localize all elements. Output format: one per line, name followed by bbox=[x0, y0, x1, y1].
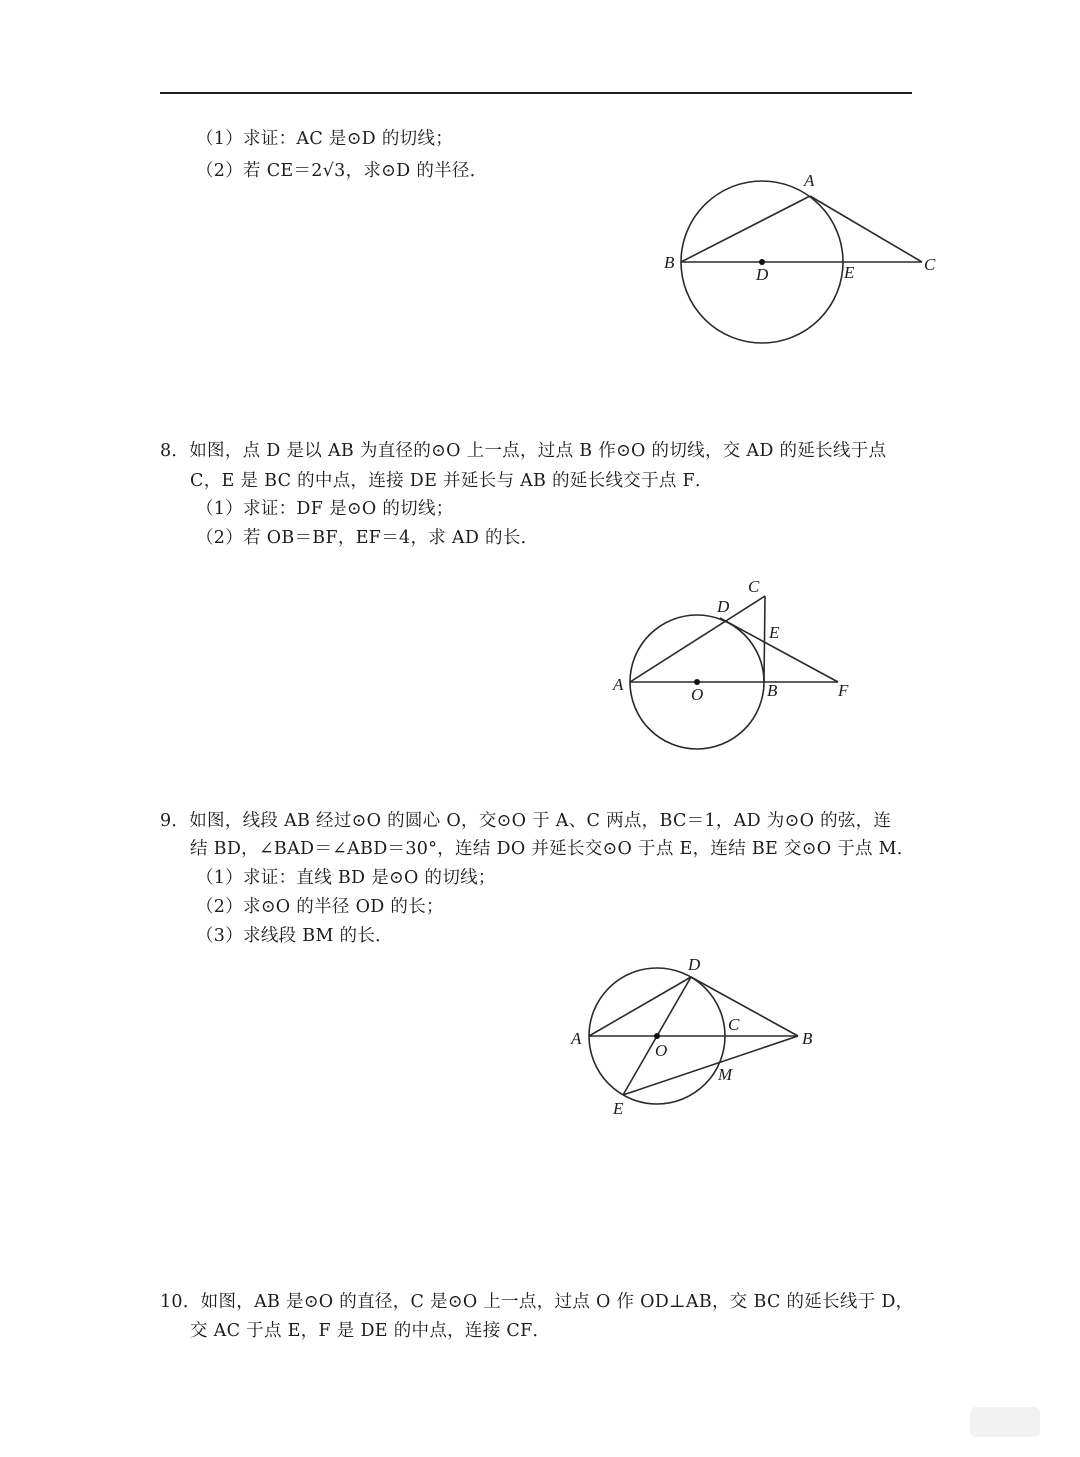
q7-label-d: D bbox=[756, 265, 769, 284]
q9-part3: （3）求线段 BM 的长． bbox=[196, 926, 393, 946]
q8-label-b: B bbox=[767, 681, 778, 700]
q9-label-b: B bbox=[802, 1029, 813, 1048]
q9-label-e: E bbox=[613, 1099, 624, 1118]
corner-watermark bbox=[970, 1407, 1040, 1437]
q7-label-e: E bbox=[844, 263, 855, 282]
q8-stem-line2: C，E 是 BC 的中点，连接 DE 并延长与 AB 的延长线交于点 F． bbox=[190, 471, 713, 491]
q9-figure bbox=[560, 950, 840, 1125]
q7-part2: （2）若 CE＝2√3，求⊙D 的半径． bbox=[196, 161, 488, 181]
q8-figure bbox=[600, 570, 880, 755]
q8-part2: （2）若 OB＝BF，EF＝4，求 AD 的长． bbox=[196, 528, 539, 548]
q8-label-d: D bbox=[717, 597, 730, 616]
q8-stem-line1: 8．如图，点 D 是以 AB 为直径的⊙O 上一点，过点 B 作⊙O 的切线，交 AD 的延长线于点 bbox=[160, 441, 887, 461]
q8-part1: （1）求证：DF 是⊙O 的切线； bbox=[196, 499, 454, 519]
q10-stem-line2: 交 AC 于点 E，F 是 DE 的中点，连接 CF． bbox=[190, 1321, 551, 1341]
q9-label-m: M bbox=[718, 1065, 733, 1084]
q9-center-o bbox=[654, 1033, 660, 1039]
q9-stem-line1: 9．如图，线段 AB 经过⊙O 的圆心 O，交⊙O 于 A、C 两点，BC＝1，AD 为⊙O 的弦，连 bbox=[160, 811, 892, 831]
q10-stem-line1: 10．如图，AB 是⊙O 的直径，C 是⊙O 上一点，过点 O 作 OD⊥AB，交 BC 的延长线于 D， bbox=[160, 1292, 914, 1312]
q8-label-c: C bbox=[748, 577, 760, 596]
q8-segment-bc bbox=[764, 596, 765, 682]
q7-part1: （1）求证：AC 是⊙D 的切线； bbox=[196, 129, 454, 149]
q7-segment-ac bbox=[810, 196, 922, 262]
q7-segment-ba bbox=[681, 196, 810, 262]
q9-stem-line2: 结 BD，∠BAD＝∠ABD＝30°，连结 DO 并延长交⊙O 于点 E，连结 BE 交⊙O 于点 M． bbox=[190, 839, 915, 859]
q9-label-a: A bbox=[571, 1029, 582, 1048]
q9-part2: （2）求⊙O 的半径 OD 的长； bbox=[196, 897, 444, 917]
q9-label-d: D bbox=[688, 955, 701, 974]
q8-label-f: F bbox=[838, 681, 849, 700]
q9-segment-ad bbox=[589, 977, 691, 1036]
q8-label-o: O bbox=[691, 685, 704, 704]
q8-label-a: A bbox=[613, 675, 624, 694]
q7-label-c: C bbox=[924, 255, 936, 274]
q8-label-e: E bbox=[769, 623, 780, 642]
q9-label-c: C bbox=[728, 1015, 740, 1034]
q9-part1: （1）求证：直线 BD 是⊙O 的切线； bbox=[196, 868, 496, 888]
q8-segment-ac bbox=[630, 596, 765, 682]
q9-segment-db bbox=[691, 977, 798, 1036]
q9-label-o: O bbox=[655, 1041, 668, 1060]
q9-segment-eb bbox=[623, 1036, 798, 1095]
q7-label-a: A bbox=[804, 171, 815, 190]
top-rule bbox=[160, 92, 912, 94]
q7-figure bbox=[640, 160, 960, 360]
q7-label-b: B bbox=[664, 253, 675, 272]
